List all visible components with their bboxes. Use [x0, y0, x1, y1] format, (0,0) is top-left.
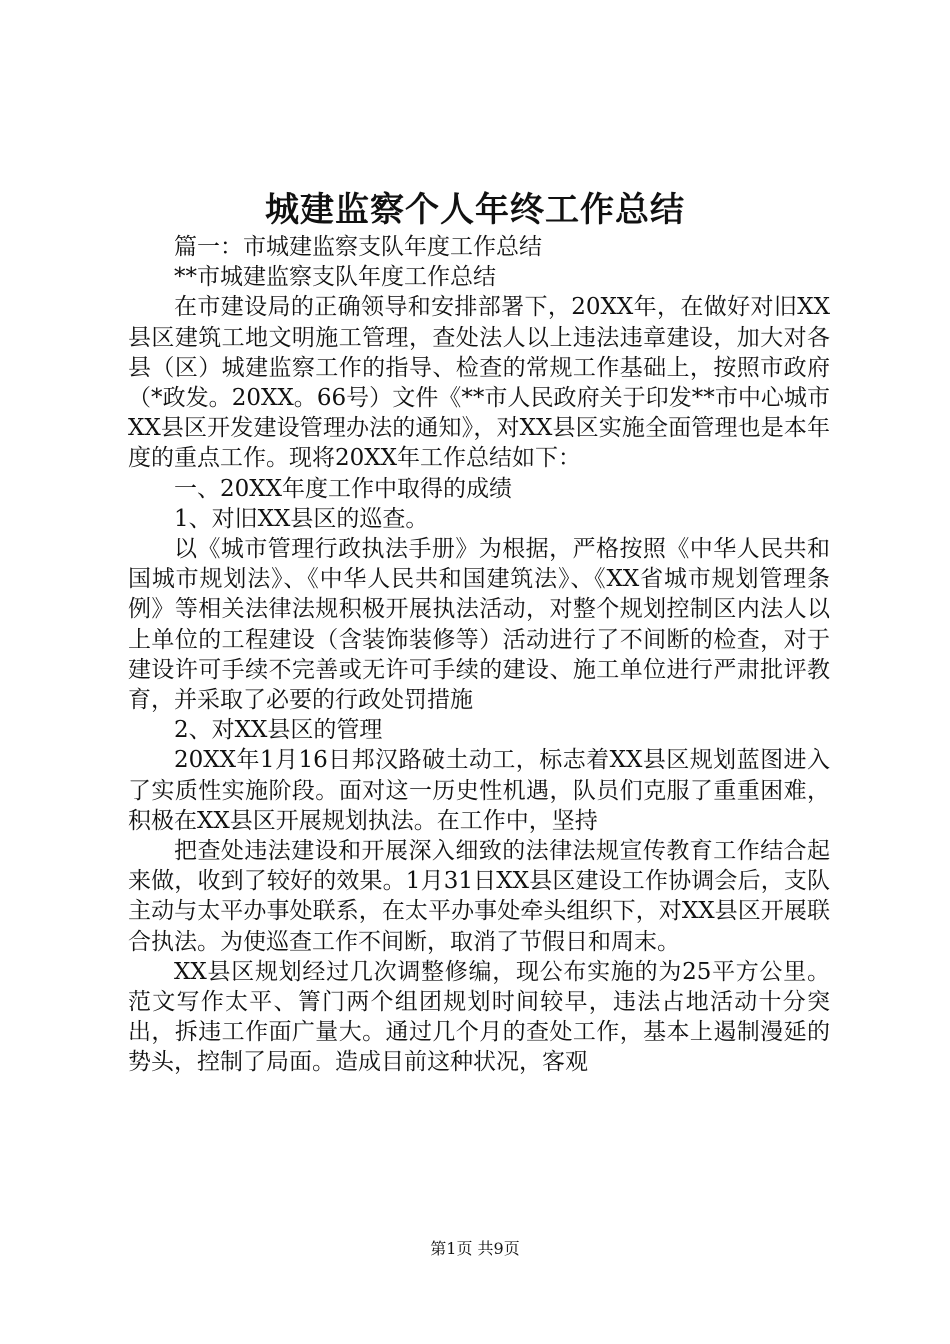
document-title: 城建监察个人年终工作总结 [265, 190, 685, 230]
paragraph-heading-management: 2、对XX县区的管理 [174, 717, 383, 744]
document-body [128, 232, 830, 1078]
paragraph-heading-inspection: 1、对旧XX县区的巡查。 [174, 505, 429, 532]
paragraph-subtitle: **市城建监察支队年度工作总结 [174, 264, 496, 291]
paragraph-intro: 在市建设局的正确领导和安排部署下，20XX年，在做好对旧XX县区建筑工地文明施工管理，查处法人以上违法违章建设，加大对各县（区）城建监察工作的指导、检查的常规工作基础上，按照市政府（*政发。20XX。66号）文件《**市人民政府关于印发**市中心城市XX县区开发建设管理办法的通知》，对XX县区实施全面管理也是本年度的重点工作。现将20XX年工作总结如下： [128, 294, 830, 472]
paragraph-heading-achievements: 一、20XX年度工作中取得的成绩 [174, 475, 513, 502]
paragraph-management-text: 20XX年1月16日邦汉路破土动工，标志着XX县区规划蓝图进入了实质性实施阶段。面对这一历史性机遇，队员们克服了重重困难，积极在XX县区开展规划执法。在工作中，坚持 [128, 747, 830, 834]
paragraph-section-heading: 篇一：市城建监察支队年度工作总结 [174, 234, 542, 260]
paragraph-enforcement-text: 把查处违法建设和开展深入细致的法律法规宣传教育工作结合起来做，收到了较好的效果。1月31日XX县区建设工作协调会后，支队主动与太平办事处联系，在太平办事处牵头组织下，对XX县区开展联合执法。为使巡查工作不间断，取消了节假日和周末。 [128, 838, 830, 955]
paragraph-planning-text: XX县区规划经过几次调整修编，现公布实施的为25平方公里。范文写作太平、箐门两个组团规划时间较早，违法占地活动十分突出，拆违工作面广量大。通过几个月的查处工作，基本上遏制漫延的势头，控制了局面。造成目前这种状况，客观 [128, 958, 830, 1076]
paragraph-inspection-text: 以《城市管理行政执法手册》为根据，严格按照《中华人民共和国城市规划法》、《中华人民共和国建筑法》、《XX省城市规划管理条例》等相关法律法规积极开展执法活动，对整个规划控制区内法人以上单位的工程建设（含装饰装修等）活动进行了不间断的检查，对于建设许可手续不完善或无许可手续的建设、施工单位进行严肃批评教育，并采取了必要的行政处罚措施 [128, 536, 830, 714]
page-indicator: 第1页 共9页 [430, 1239, 520, 1258]
